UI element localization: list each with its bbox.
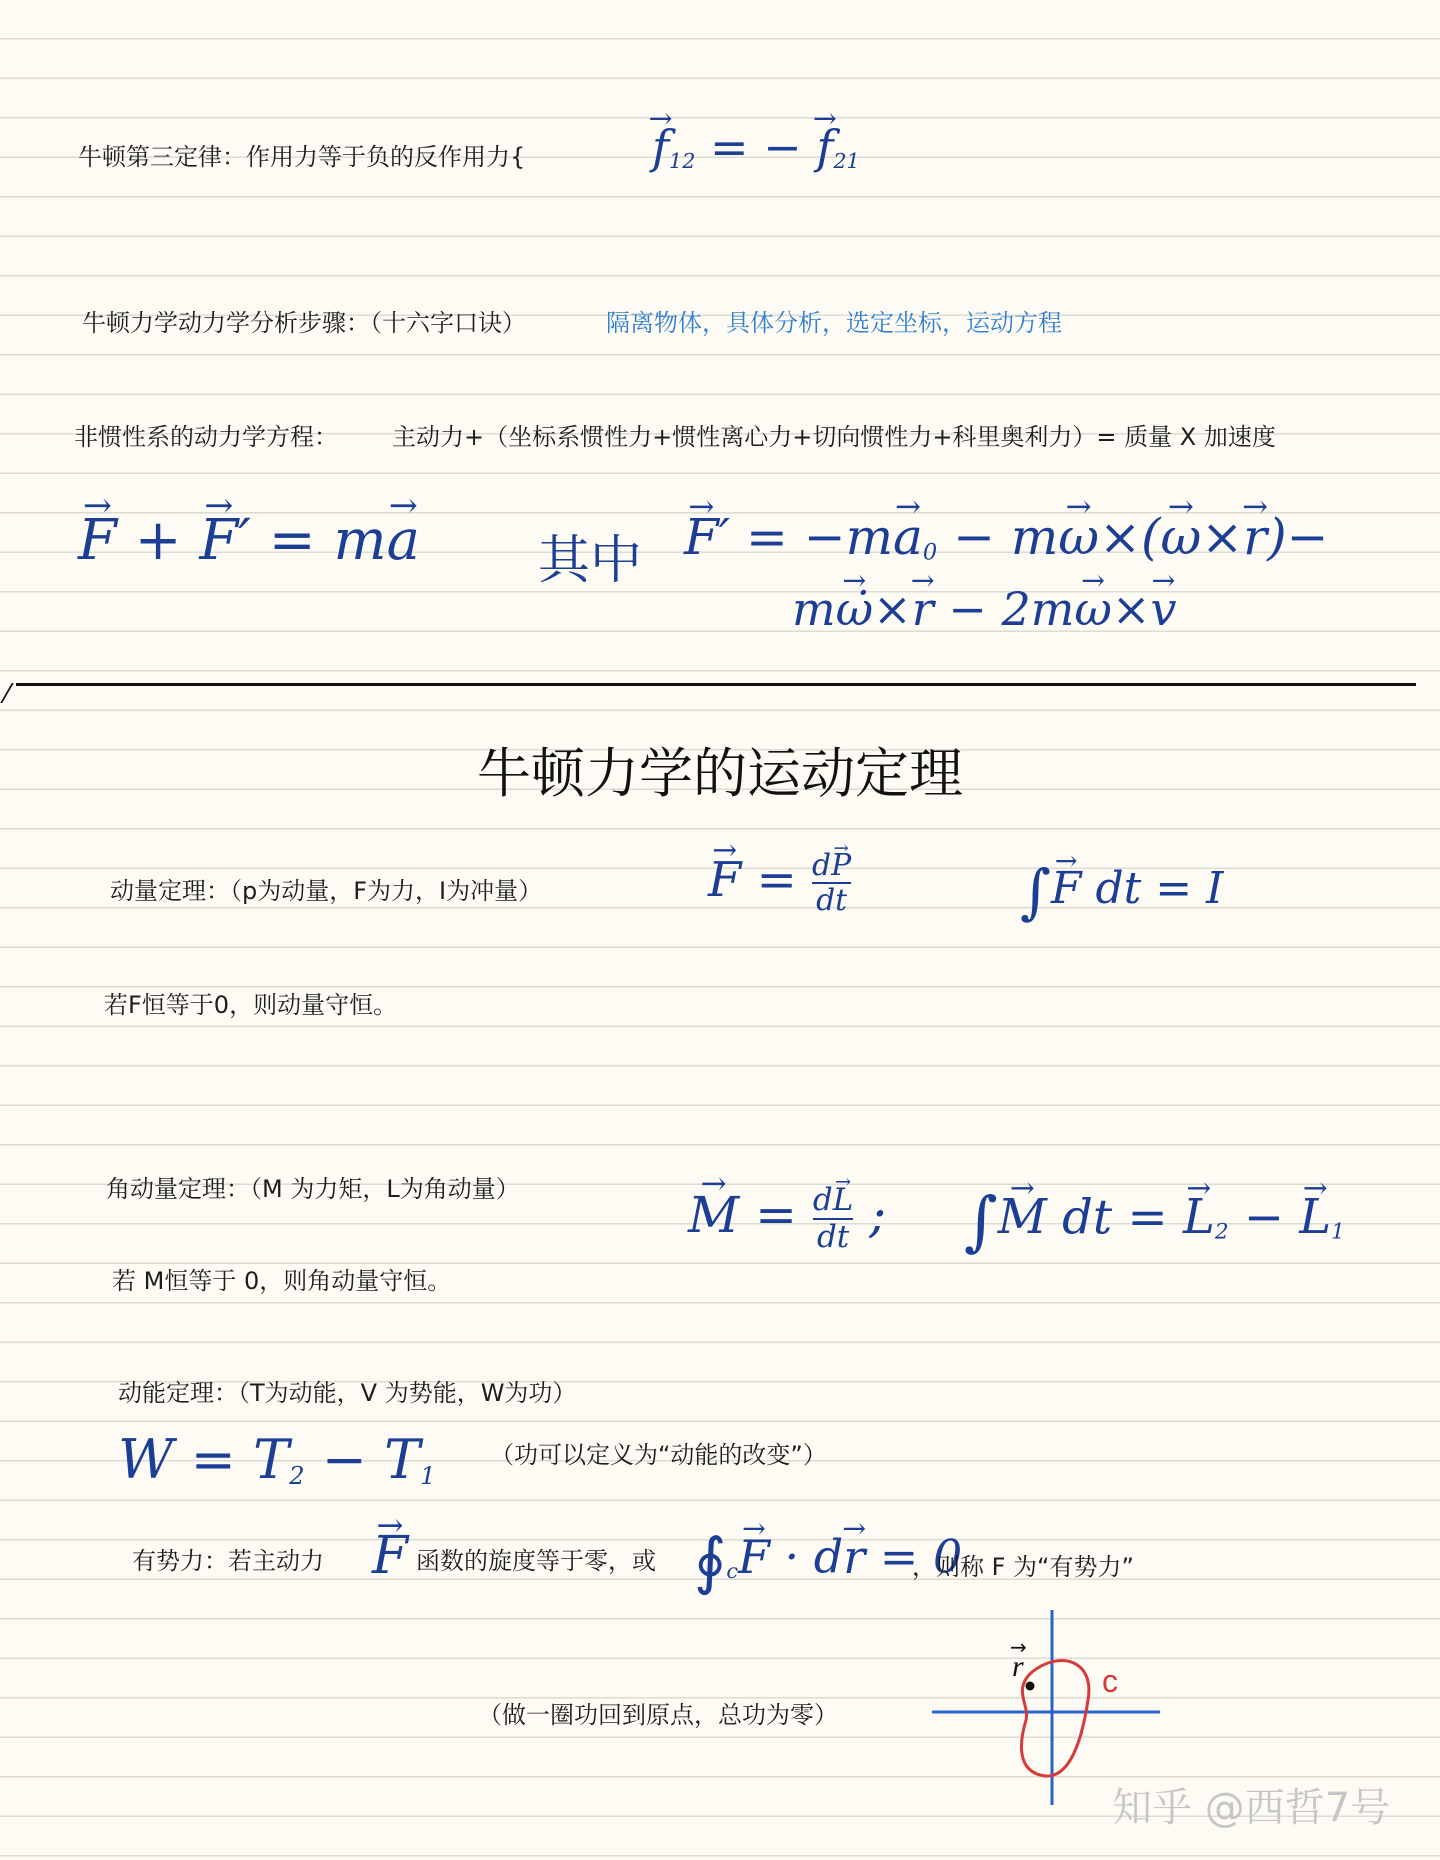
noninertial-text: 主动力+（坐标系惯性力+惯性离心力+切向惯性力+科里奥利力）= 质量 X 加速度 — [392, 423, 1276, 451]
steps-label: 牛顿力学动力学分析步骤：（十六字口诀） — [82, 309, 526, 337]
inertial-force-formula-line1: → $F' = -m\to a_0 - m\to \omega\times(\to \omega\times\to r)-$ — [684, 508, 1328, 566]
qizhong-handwriting: 其中 — [538, 531, 643, 591]
newton3-formula: → $f_{12}$ = − → $f_{21}$ — [652, 120, 860, 174]
watermark: 知乎 @西哲7号 — [1112, 1785, 1391, 1831]
momentum-conservation: 若F恒等于0，则动量守恒。 — [104, 991, 398, 1019]
impulse-formula: ∫→ F dt = I — [1020, 858, 1224, 927]
section-title: 牛顿力学的运动定理 — [477, 742, 963, 805]
position-point — [1026, 1682, 1035, 1691]
force-vector-symbol: → F — [372, 1526, 408, 1586]
inertial-force-formula-line2: m→ ω̇×→ r − 2m→ ω×→ v — [792, 582, 1176, 636]
loop-note: （做一圈功回到原点，总功为零） — [478, 1701, 838, 1729]
newton3-label: 牛顿第三定律：作用力等于负的反作用力{ — [78, 143, 526, 171]
steps-mnemonic: 隔离物体，具体分析，选定坐标，运动方程 — [606, 309, 1062, 337]
angular-formula: → M = $\frac{d\to L}{dt}$ ; — [688, 1184, 886, 1253]
angular-label: 角动量定理：（M 为力矩，L为角动量） — [106, 1175, 520, 1203]
loop-integral-formula: $∮_c\to F \cdot d\to r = 0$ — [694, 1524, 962, 1597]
noninertial-formula: → F + → F′ = m→ a — [78, 508, 420, 573]
conservative-mid: 函数的旋度等于零，或 — [416, 1547, 656, 1575]
section-divider — [16, 683, 1416, 686]
angular-impulse-formula: ∫→ M dt = → $L_2$ − → $L_1$ — [964, 1184, 1345, 1259]
kinetic-note: （功可以定义为“动能的改变”） — [490, 1441, 827, 1469]
divider-tick — [0, 683, 28, 703]
curve-label-c: c — [1102, 1663, 1118, 1699]
work-formula: $W = T_2 - T_1$ — [118, 1428, 436, 1491]
r-vector-label: r — [1012, 1650, 1024, 1683]
conservative-suffix: ，则称 F 为“有势力” — [912, 1553, 1134, 1581]
angular-conservation: 若 M恒等于 0，则角动量守恒。 — [112, 1267, 452, 1295]
closed-curve-c — [1021, 1661, 1088, 1777]
conservative-prefix: 有势力：若主动力 — [132, 1547, 324, 1575]
r-vector-arrow: → — [1010, 1635, 1027, 1659]
noninertial-label: 非惯性系的动力学方程： — [74, 423, 338, 451]
kinetic-label: 动能定理：（T为动能，V 为势能，W为功） — [118, 1379, 577, 1407]
momentum-formula: → F = $\frac{d\to P}{dt}$ — [708, 850, 851, 917]
momentum-label: 动量定理：（p为动量，F为力，I为冲量） — [110, 877, 543, 905]
